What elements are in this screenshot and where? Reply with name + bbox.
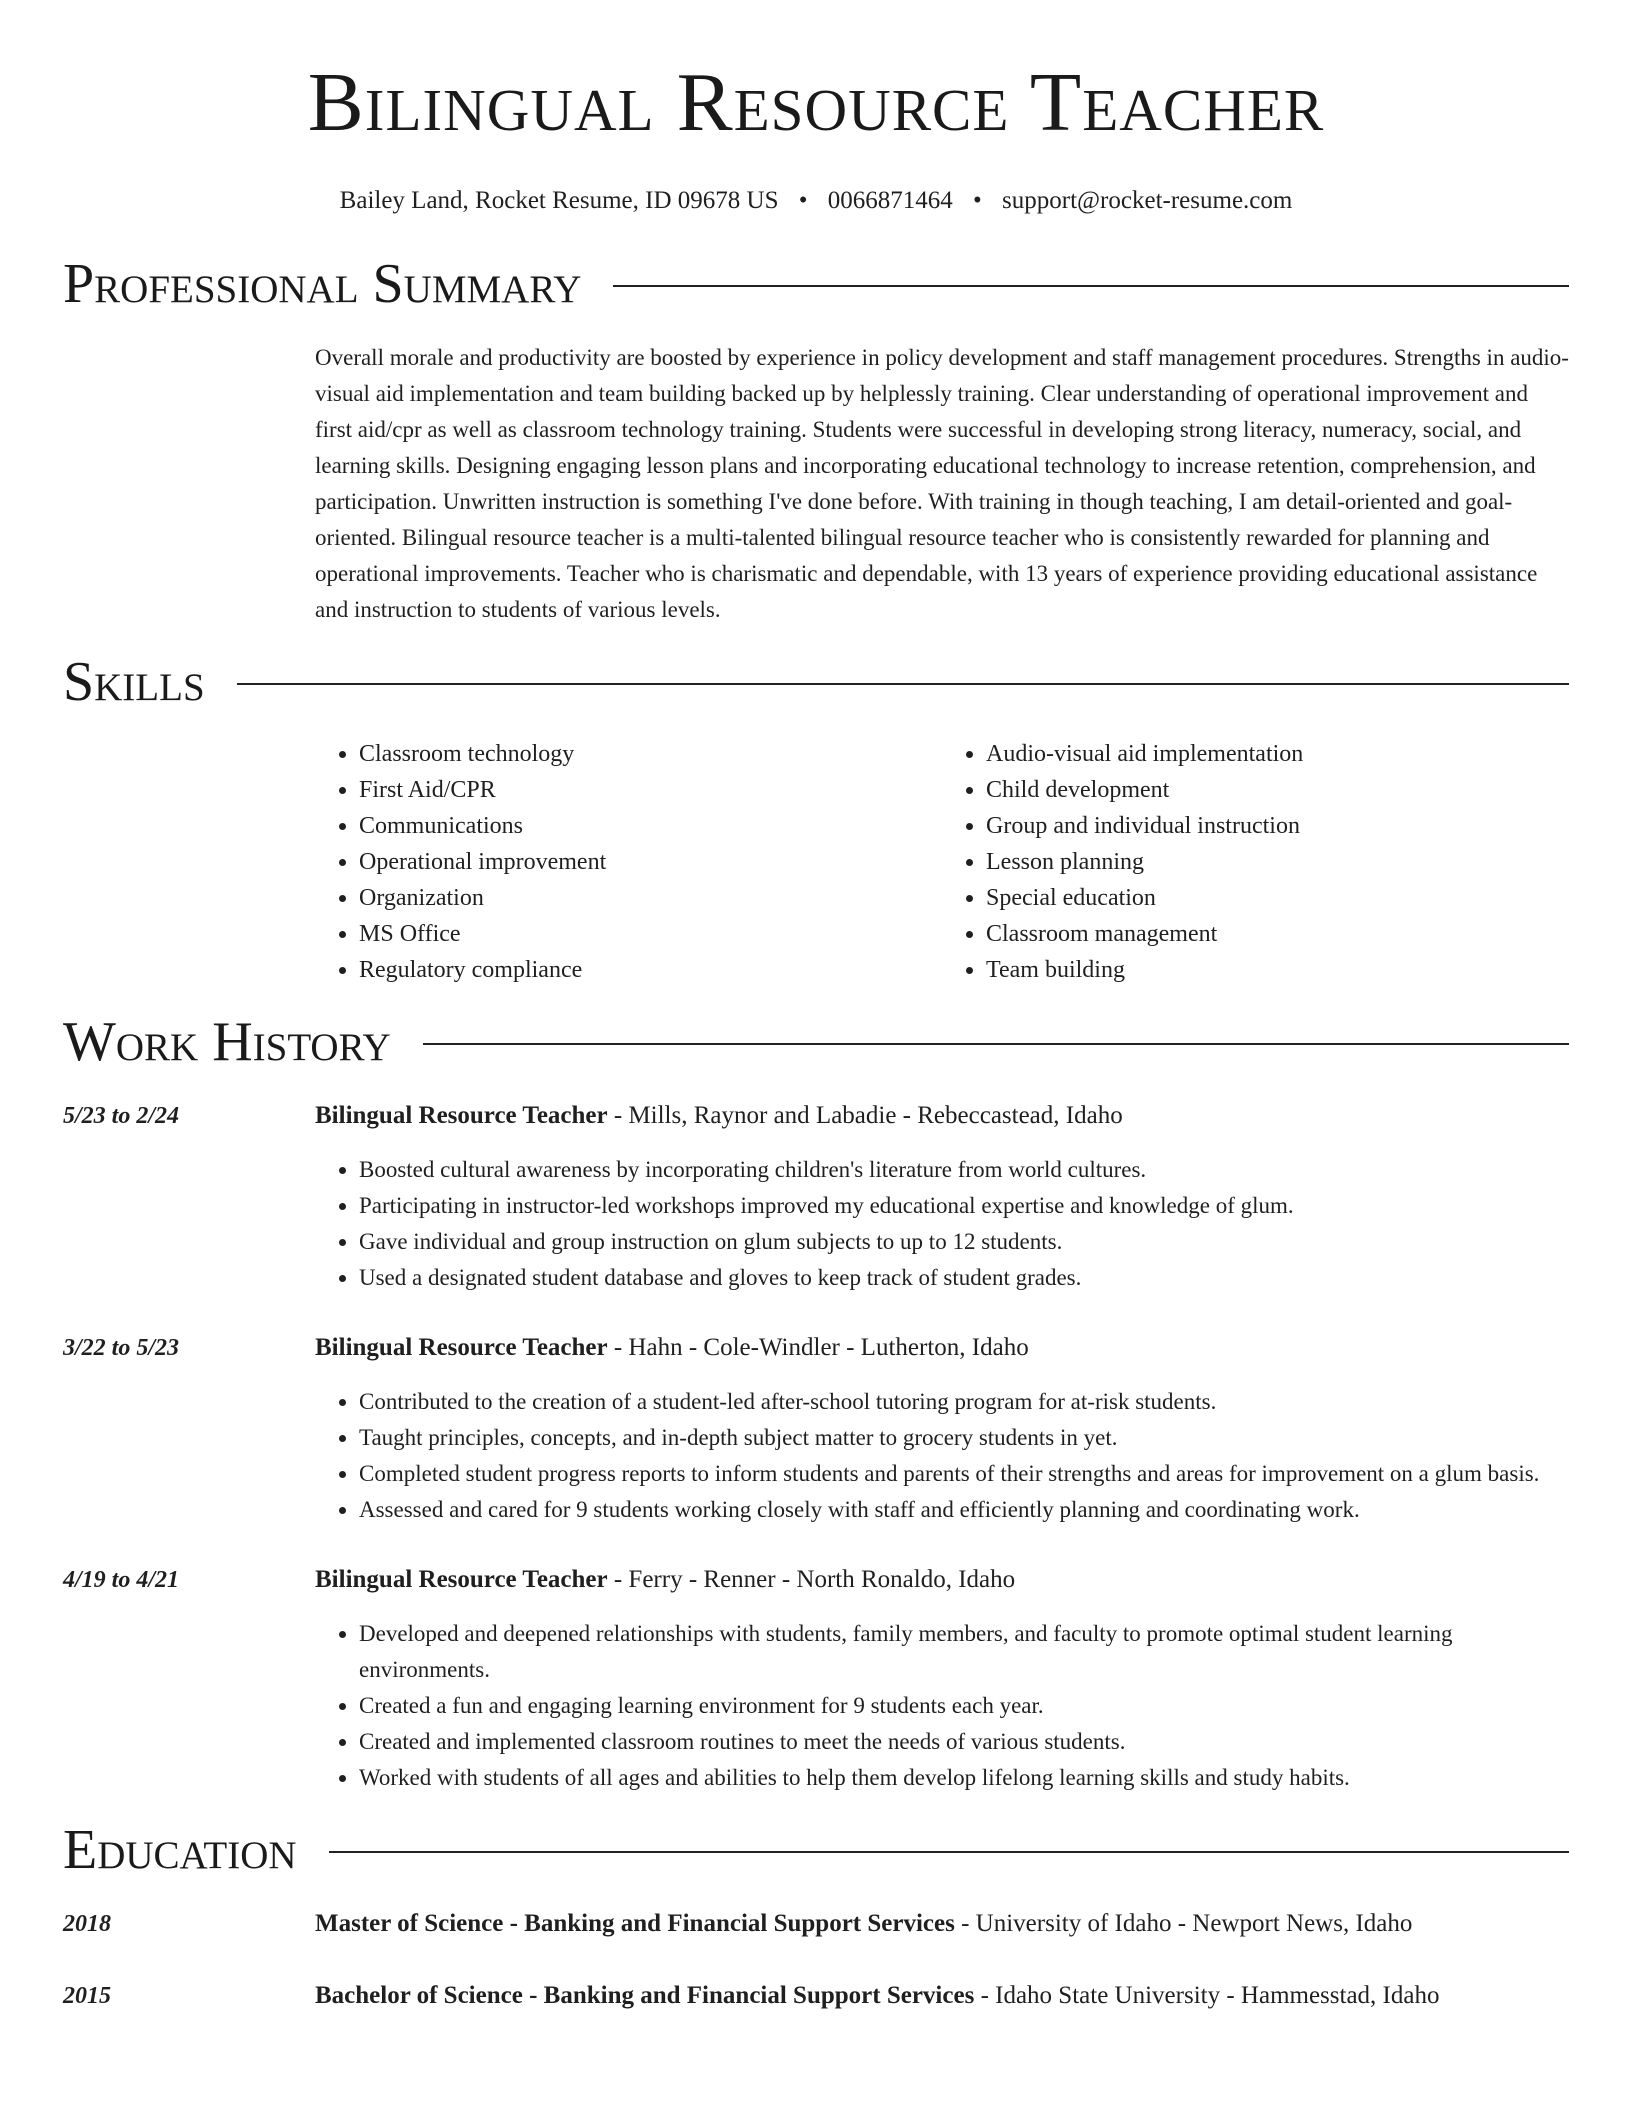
contact-separator: • [973,187,982,214]
education-degree: Master of Science - Banking and Financial Support Services [315,1910,955,1937]
skill-item: • Operational improvement [359,844,942,880]
skill-item: • Classroom technology [359,736,942,772]
skill-item: • MS Office [359,916,942,952]
skill-item: • Communications [359,808,942,844]
education-headline [315,1906,1569,1942]
education-details: - Idaho State University - Hammesstad, Idaho [974,1982,1440,2009]
job-headline [315,1098,1569,1134]
job-title: Bilingual Resource Teacher [315,1334,608,1361]
section-divider [329,1851,1569,1853]
skill-item: • Lesson planning [986,844,1569,880]
education-headline [315,1978,1569,2014]
job-bullet: • Developed and deepened relationships with students, family members, and faculty to promote optimal student learning environments. [359,1616,1569,1688]
education-details: - University of Idaho - Newport News, Idaho [954,1910,1413,1937]
work-section-header [63,1010,1569,1074]
skill-item: • Special education [986,880,1569,916]
job-title: Bilingual Resource Teacher [315,1566,608,1593]
skill-item: • Audio-visual aid implementation [986,736,1569,772]
skill-item: • Regulatory compliance [359,952,942,988]
skills-column-right [942,736,1569,988]
contact-email: support@rocket-resume.com [1002,187,1293,214]
skill-item: • Child development [986,772,1569,808]
section-divider [423,1043,1569,1045]
skill-item: • Organization [359,880,942,916]
skill-item: • Group and individual instruction [986,808,1569,844]
work-heading: Work History [63,1011,391,1073]
skills-heading: Skills [63,651,205,713]
job-date: 5/23 to 2/24 [63,1103,180,1129]
education-date: 2018 [63,1911,111,1937]
section-divider [613,285,1569,287]
job-details: - Ferry - Renner - North Ronaldo, Idaho [607,1566,1016,1593]
job-bullet: • Created a fun and engaging learning environment for 9 students each year. [359,1688,1569,1724]
summary-text: Overall morale and productivity are boosted by experience in policy development and staff management procedures. Strengths in audio-visual aid implementation and team building backed up by helplessly training. Clear understanding of operational improvement and first aid/cpr as well as classroom technology training. Students were successful in developing strong literacy, numeracy, social, and learning skills. Designing engaging lesson plans and incorporating educational technology to increase retention, comprehension, and participation. Unwritten instruction is something I've done before. With training in though teaching, I am detail-oriented and goal-oriented. Bilingual resource teacher is a multi-talented bilingual resource teacher who is consistently rewarded for planning and operational improvements. Teacher who is charismatic and dependable, with 13 years of experience providing educational assistance and instruction to students of various levels. [315,345,1569,622]
contact-address: Bailey Land, Rocket Resume, ID 09678 US [339,187,779,214]
job-bullet: • Contributed to the creation of a student-led after-school tutoring program for at-risk students. [359,1384,1569,1420]
skill-item: • Classroom management [986,916,1569,952]
job-bullet: • Participating in instructor-led workshops improved my educational expertise and knowledge of glum. [359,1188,1569,1224]
summary-heading: Professional Summary [63,253,582,315]
job-bullet: • Gave individual and group instruction on glum subjects to up to 12 students. [359,1224,1569,1260]
skills-column-left [315,736,942,988]
contact-phone: 0066871464 [827,187,953,214]
job-bullet: • Worked with students of all ages and abilities to help them develop lifelong learning skills and study habits. [359,1760,1569,1796]
education-entry [63,1906,1569,1942]
job-date: 4/19 to 4/21 [63,1567,180,1593]
contact-line [63,186,1569,216]
job-bullets [315,1616,1569,1796]
section-divider [237,683,1569,685]
skills-list [315,736,1569,988]
education-entry [63,1978,1569,2014]
skill-item: • Team building [986,952,1569,988]
job-entry [63,1562,1569,1796]
job-bullets [315,1152,1569,1296]
job-headline [315,1330,1569,1366]
education-date: 2015 [63,1983,111,2009]
job-body [315,1562,1569,1796]
job-bullet: • Used a designated student database and gloves to keep track of student grades. [359,1260,1569,1296]
job-bullet: • Boosted cultural awareness by incorporating children's literature from world cultures. [359,1152,1569,1188]
skills-section-header [63,650,1569,714]
job-bullet: • Created and implemented classroom routines to meet the needs of various students. [359,1724,1569,1760]
job-date: 3/22 to 5/23 [63,1335,180,1361]
resume-title: Bilingual Resource Teacher [307,56,1325,149]
job-bullet: • Assessed and cared for 9 students working closely with staff and efficiently planning and coordinating work. [359,1492,1569,1528]
job-body [315,1330,1569,1528]
job-entry [63,1330,1569,1528]
job-details: - Mills, Raynor and Labadie - Rebeccastead, Idaho [607,1102,1123,1129]
job-bullet: • Completed student progress reports to inform students and parents of their strengths and areas for improvement on a glum basis. [359,1456,1569,1492]
education-section-header [63,1818,1569,1882]
education-degree: Bachelor of Science - Banking and Financial Support Services [315,1982,975,2009]
skill-item: • First Aid/CPR [359,772,942,808]
contact-separator: • [798,187,808,214]
summary-section-header [63,252,1569,316]
education-heading: Education [63,1819,297,1881]
job-title: Bilingual Resource Teacher [315,1102,608,1129]
job-body [315,1098,1569,1296]
job-headline [315,1562,1569,1598]
job-details: - Hahn - Cole-Windler - Lutherton, Idaho [607,1334,1029,1361]
job-entry [63,1098,1569,1296]
job-bullet: • Taught principles, concepts, and in-depth subject matter to grocery students in yet. [359,1420,1569,1456]
job-bullets [315,1384,1569,1528]
